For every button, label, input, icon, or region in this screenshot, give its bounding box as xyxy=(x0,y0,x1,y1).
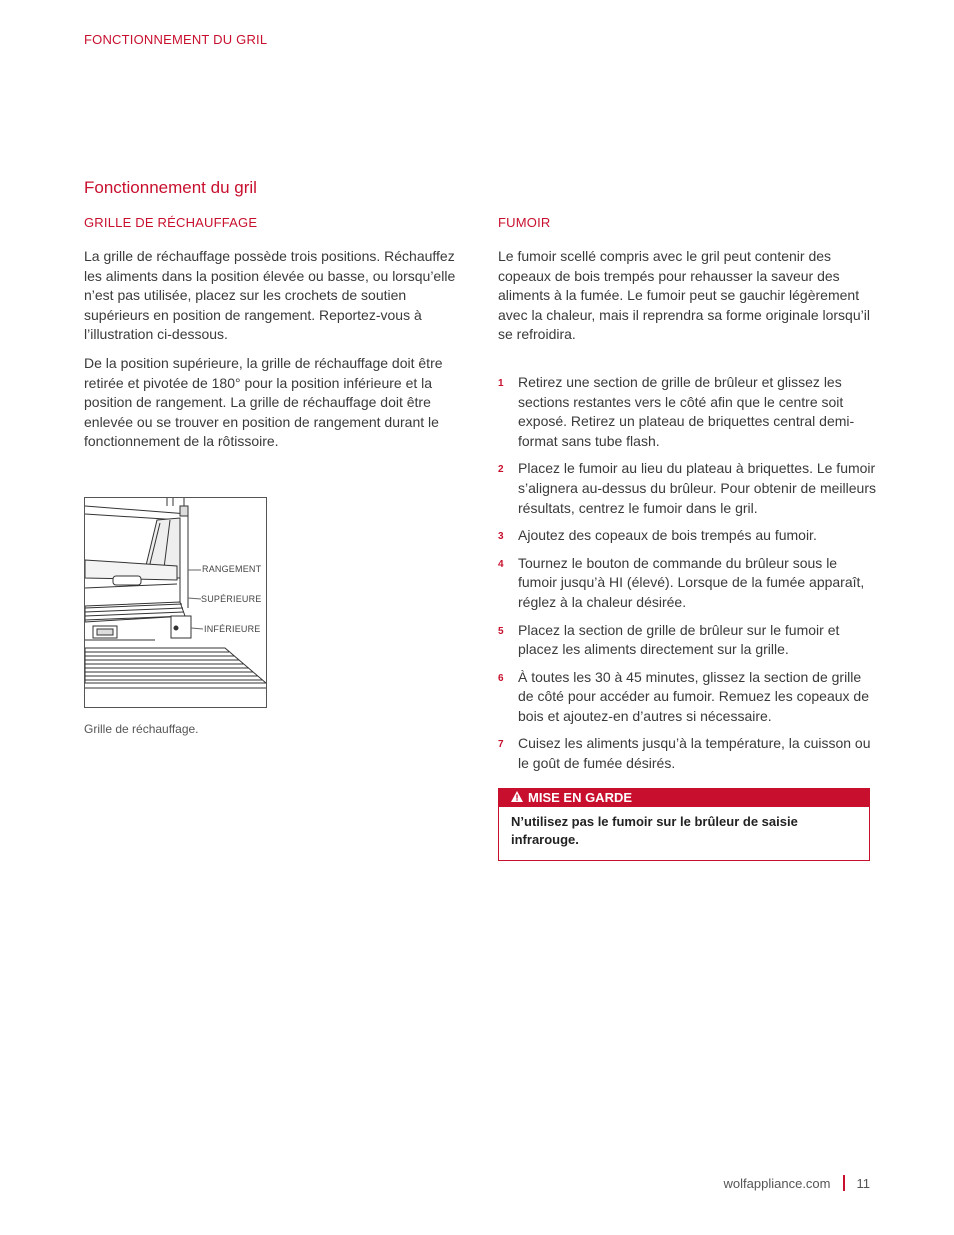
footer xyxy=(724,1175,870,1191)
subhead-warming-rack: GRILLE DE RÉCHAUFFAGE xyxy=(84,215,258,230)
warning-box xyxy=(498,788,870,861)
label-inferieure: INFÉRIEURE xyxy=(204,624,261,634)
subhead-smoker: FUMOIR xyxy=(498,215,551,230)
step-item xyxy=(498,459,878,518)
step-item xyxy=(498,734,878,773)
step-number: 1 xyxy=(498,377,504,389)
steps-list xyxy=(498,373,878,774)
warning-triangle-icon xyxy=(511,789,523,807)
step-number: 4 xyxy=(498,558,504,570)
warning-text: N’utilisez pas le fumoir sur le brûleur de saisie infrarouge. xyxy=(511,814,798,847)
left-column xyxy=(84,215,464,461)
step-number: 2 xyxy=(498,464,504,476)
paragraph: La grille de réchauffage possède trois positions. Réchauffez les aliments dans la position élevée ou basse, ou lorsqu’elle n’est pas utilisée, placez sur les crochets de soutien supérieurs en position de rangement. Reportez-vous à l’illustration ci-dessous. xyxy=(84,248,456,343)
step-text: Placez la section de grille de brûleur sur le fumoir et placez les aliments directement sur la grille. xyxy=(518,621,840,658)
step-text: À toutes les 30 à 45 minutes, glissez la section de grille de côté pour accéder au fumoir. Remuez les copeaux de bois et ajoutez-en d’autres si nécessaire. xyxy=(518,668,869,724)
step-item xyxy=(498,373,878,451)
step-text: Ajoutez des copeaux de bois trempés au fumoir. xyxy=(518,527,817,544)
step-item xyxy=(498,668,878,727)
smoker-intro: Le fumoir scellé compris avec le gril peut contenir des copeaux de bois trempés pour rehausser la saveur des aliments à la fumée. Le fumoir peut se gauchir légèrement avec la chaleur, mais il reprendra sa forme originale lorsqu’il se refroidira. xyxy=(498,248,870,343)
label-superieure: SUPÉRIEURE xyxy=(201,594,262,604)
step-number: 7 xyxy=(498,739,504,751)
label-rangement: RANGEMENT xyxy=(202,564,262,574)
footer-divider xyxy=(843,1175,845,1191)
step-number: 6 xyxy=(498,672,504,684)
section-title: Fonctionnement du gril xyxy=(84,178,257,197)
step-text: Retirez une section de grille de brûleur et glissez les sections restantes vers le côté afin que le centre soit exposé. Retirez un plateau de briquettes central demi-format sans tube flash. xyxy=(518,373,855,449)
step-number: 3 xyxy=(498,531,504,543)
step-number: 5 xyxy=(498,625,504,637)
paragraph: De la position supérieure, la grille de réchauffage doit être retirée et pivotée de 180° pour la position inférieure et la position de rangement. La grille de réchauffage doit être enlevée ou se trouver en position de rangement durant le fonctionnement de la rôtissoire. xyxy=(84,354,443,450)
step-text: Placez le fumoir au lieu du plateau à briquettes. Le fumoir s’alignera au-dessus du brûleur. Pour obtenir de meilleurs résultats, centrez le fumoir dans le gril. xyxy=(518,460,876,516)
figure-caption: Grille de réchauffage. xyxy=(84,722,199,736)
running-head: FONCTIONNEMENT DU GRIL xyxy=(84,32,268,47)
step-item xyxy=(498,554,878,613)
warning-title: MISE EN GARDE xyxy=(528,790,633,805)
footer-site: wolfappliance.com xyxy=(723,1175,831,1191)
step-text: Cuisez les aliments jusqu’à la température, la cuisson ou le goût de fumée désirés. xyxy=(518,735,871,772)
step-item xyxy=(498,621,878,660)
right-column xyxy=(498,215,878,782)
step-text: Tournez le bouton de commande du brûleur sous le fumoir jusqu’à HI (élevé). Lorsque de la fumée apparaît, réglez à la chaleur désirée. xyxy=(518,554,865,610)
warning-header xyxy=(499,789,869,807)
step-item xyxy=(498,526,878,546)
page-number: 11 xyxy=(856,1175,870,1191)
warming-rack-illustration xyxy=(84,497,267,708)
